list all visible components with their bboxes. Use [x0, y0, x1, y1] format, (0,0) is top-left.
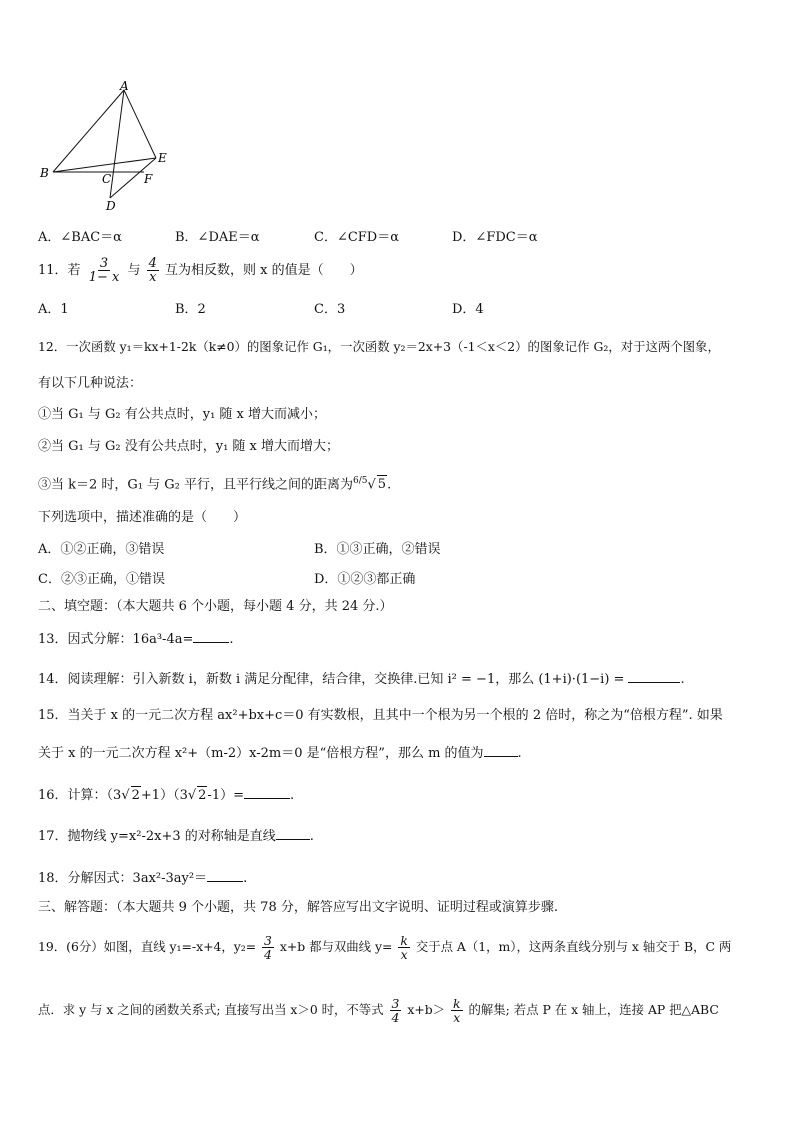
q15-line-1: 15．当关于 x 的一元二次方程 ax²+bx+c＝0 有实数根，且其中一个根为另一个根的 2 倍时，称之为“倍根方程”. 如果 — [38, 708, 723, 723]
q12-ask: 下列选项中，描述准确的是（ ） — [38, 510, 247, 525]
segment-ae — [124, 90, 156, 158]
q15-answer-blank[interactable] — [484, 744, 518, 757]
q19-line-1 — [38, 930, 764, 964]
q10-option-d: D．∠FDC＝α — [452, 230, 538, 245]
q12-statement-3: ③当 k＝2 时，G₁ 与 G₂ 平行，且平行线之间的距离为$^{6/5}$√ 5. — [38, 476, 392, 493]
q10-option-c: C．∠CFD＝α — [314, 230, 400, 245]
q11-option-c: C．3 — [314, 302, 346, 317]
q17-text: 17．抛物线 y=x²-2x+3 的对称轴是直线 — [38, 829, 276, 844]
q14 — [38, 670, 764, 689]
q12-option-c: C．②③正确，①错误 — [38, 572, 165, 587]
q13 — [38, 630, 764, 649]
q19-l2-pre: 点．求 y 与 x 之间的函数关系式; 直接写出当 x＞0 时，不等式 — [38, 1002, 384, 1017]
q12-statement-1: ①当 G₁ 与 G₂ 有公共点时，y₁ 随 x 增大而减小； — [38, 407, 327, 422]
q16-radicand-2: 2 — [198, 788, 207, 803]
q14-answer-blank[interactable] — [628, 670, 680, 683]
q16-post: -1）= — [207, 788, 244, 803]
q19-l1-f2-den: x — [400, 947, 408, 962]
q10-option-b: B．∠DAE＝α — [175, 230, 260, 245]
q19-line-2 — [38, 993, 764, 1027]
q19-l2-fraction-2 — [451, 997, 463, 1024]
q16: 16．计算：（3√ 2+1）（3√ 2-1）= . — [38, 788, 295, 803]
q11-post: 互为相反数，则 x 的值是（ ） — [165, 263, 363, 278]
q16-end: . — [289, 788, 295, 803]
q11-fraction-2 — [147, 257, 159, 284]
q19-l1-fraction-1 — [262, 934, 274, 961]
q13-answer-blank[interactable] — [193, 630, 229, 643]
segment-be — [53, 158, 156, 172]
q19-l1-f1-num: 3 — [264, 933, 272, 948]
q18 — [38, 869, 764, 888]
q13-end: . — [229, 632, 234, 647]
q11-stem — [38, 256, 764, 286]
q19-l1-f2-num: k — [400, 933, 408, 948]
q19-l1-f1-den: 4 — [264, 947, 272, 962]
q11-frac2-den: x — [149, 270, 157, 285]
segment-ab — [53, 90, 124, 172]
label-b: B — [40, 166, 49, 180]
q11-pre: 11．若 — [38, 263, 81, 278]
q12-s3-pre: ③当 k＝2 时，G₁ 与 G₂ 平行，且平行线之间的距离为 — [38, 477, 354, 493]
q13-text: 13．因式分解：16a³-4a= — [38, 632, 194, 647]
q11-fraction-1 — [87, 257, 122, 284]
q19-l2-f1-den: 4 — [391, 1010, 400, 1025]
q12-option-d: D．①②③都正确 — [314, 572, 416, 587]
q18-text: 18．分解因式：3ax²-3ay²＝ — [38, 871, 208, 886]
q12-s3-coef: 6/5 — [353, 476, 368, 486]
q12-s3-post: . — [387, 477, 392, 493]
q12-option-b: B．①③正确，②错误 — [314, 542, 441, 557]
q17 — [38, 827, 764, 846]
q19-l2-f2-num: k — [453, 996, 461, 1011]
q11-option-b: B．2 — [175, 302, 206, 317]
q16-pre: 16．计算：（3 — [38, 788, 122, 803]
q11-option-a: A．1 — [38, 302, 69, 317]
q11-mid: 与 — [127, 263, 141, 278]
q18-answer-blank[interactable] — [207, 869, 243, 882]
q19-l2-f1-num: 3 — [391, 996, 400, 1011]
segment-ad — [110, 90, 124, 198]
q19-l2-mid: x+b＞ — [407, 1002, 446, 1017]
q15-end: . — [517, 746, 522, 761]
q15-text: 关于 x 的一元二次方程 x²+（m-2）x-2m＝0 是“倍根方程”，那么 m 的值为 — [38, 746, 484, 761]
section-2-heading: 二、填空题：（本大题共 6 个小题，每小题 4 分，共 24 分.） — [38, 599, 393, 614]
q16-answer-blank[interactable] — [244, 786, 290, 799]
q19-l2-post: 的解集; 若点 P 在 x 轴上，连接 AP 把△ABC — [468, 1002, 719, 1017]
q11-frac2-num: 4 — [148, 256, 157, 271]
q19-l1-pre: 19．(6分）如图，直线 y₁=-x+4，y₂= — [38, 939, 257, 954]
q19-l1-post: 交于点 A（1，m），这两条直线分别与 x 轴交于 B，C 两 — [415, 939, 732, 954]
q16-mid: +1）（3 — [140, 788, 188, 803]
q19-l2-fraction-1 — [390, 997, 402, 1024]
q19-l1-fraction-2 — [398, 934, 410, 961]
q18-end: . — [243, 871, 248, 886]
q17-end: . — [309, 829, 314, 844]
q17-answer-blank[interactable] — [276, 827, 310, 840]
q14-end: . — [680, 672, 685, 687]
q12-statement-2: ②当 G₁ 与 G₂ 没有公共点时，y₁ 随 x 增大而增大； — [38, 439, 340, 454]
q11-frac1-den: 1− x — [88, 270, 120, 285]
label-c: C — [102, 172, 112, 186]
q16-radicand-1: 2 — [131, 788, 140, 803]
q11-frac1-num: 3 — [99, 256, 109, 271]
label-a: A — [120, 80, 129, 93]
q19-l2-f2-den: x — [453, 1010, 461, 1025]
label-d: D — [106, 199, 116, 213]
q10-option-a: A．∠BAC＝α — [38, 230, 122, 245]
geometry-figure — [36, 80, 176, 215]
label-e: E — [158, 151, 167, 165]
q11-option-d: D．4 — [452, 302, 484, 317]
q12-option-a: A．①②正确，③错误 — [38, 542, 165, 557]
q12-line-1: 12．一次函数 y₁＝kx+1-2k（k≠0）的图象记作 G₁，一次函数 y₂＝2x+3（-1＜x＜2）的图象记作 G₂，对于这两个图象， — [38, 339, 720, 354]
q19-l1-mid: x+b 都与双曲线 y= — [279, 939, 393, 954]
q15-line-2 — [38, 744, 764, 763]
q12-line-2: 有以下几种说法： — [38, 376, 143, 391]
label-f: F — [144, 172, 153, 186]
q14-text: 14．阅读理解：引入新数 i，新数 i 满足分配律，结合律，交换律.已知 i² = −1，那么 (1+i)·(1−i) = — [38, 672, 625, 687]
section-3-heading: 三、解答题：（本大题共 9 个小题，共 78 分，解答应写出文字说明、证明过程或演算步骤. — [38, 900, 558, 915]
q12-s3-radicand: 5 — [377, 477, 387, 493]
